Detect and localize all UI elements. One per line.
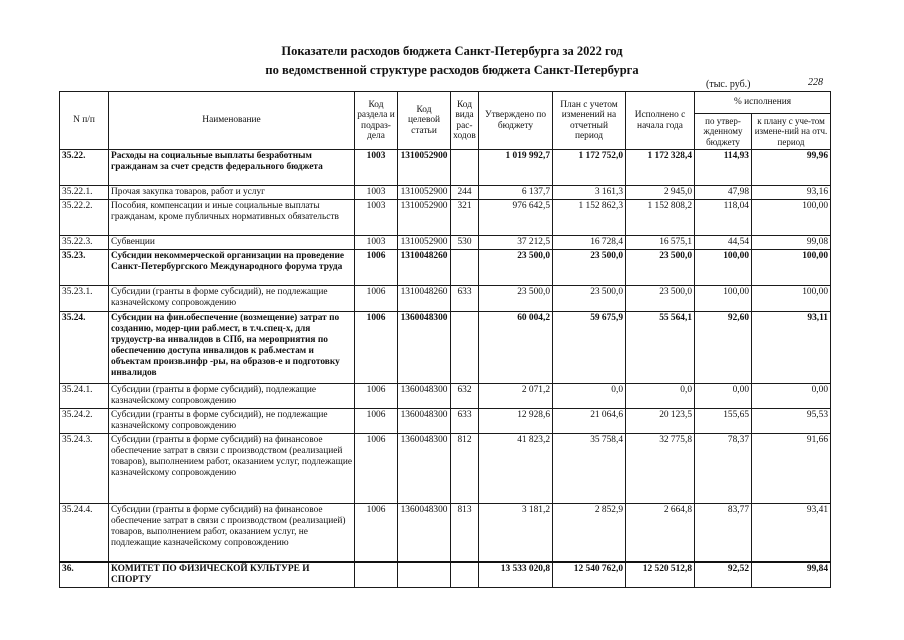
budget-table (59, 91, 831, 588)
row-target-code-cell: 1310052900 (398, 200, 451, 236)
row-executed-cell: 2 945,0 (626, 186, 695, 200)
row-pct-approved-cell: 114,93 (695, 150, 752, 186)
row-approved-cell: 6 137,7 (479, 186, 553, 200)
table-row (60, 236, 831, 250)
table-row (60, 562, 831, 588)
row-approved-cell: 1 019 992,7 (479, 150, 553, 186)
row-executed-cell: 23 500,0 (626, 286, 695, 312)
row-name-cell: Пособия, компенсации и иные социальные выплаты гражданам, кроме публичных нормативных обязательств (109, 200, 355, 236)
table-row (60, 434, 831, 504)
row-pct-approved-cell: 100,00 (695, 286, 752, 312)
row-num-cell: 35.24.2. (60, 409, 109, 434)
row-type-code-cell: 321 (451, 200, 479, 236)
row-pct-plan-cell: 95,53 (752, 409, 831, 434)
row-target-code-cell (398, 562, 451, 588)
header-target-code: Код целевой статьи (398, 92, 451, 150)
row-plan-cell: 23 500,0 (553, 250, 626, 286)
row-pct-approved-cell: 100,00 (695, 250, 752, 286)
header-type-code: Код вида рас-ходов (451, 92, 479, 150)
budget-table-body (60, 150, 831, 588)
row-num-cell: 35.24.1. (60, 384, 109, 409)
row-plan-cell: 35 758,4 (553, 434, 626, 504)
row-executed-cell: 1 172 328,4 (626, 150, 695, 186)
row-pct-approved-cell: 47,98 (695, 186, 752, 200)
row-pct-plan-cell: 100,00 (752, 200, 831, 236)
row-approved-cell: 23 500,0 (479, 250, 553, 286)
row-target-code-cell: 1310052900 (398, 150, 451, 186)
row-approved-cell: 12 928,6 (479, 409, 553, 434)
row-plan-cell: 21 064,6 (553, 409, 626, 434)
unit-label: (тыс. руб.) (706, 79, 751, 90)
report-title-line2: по ведомственной структуре расходов бюджета Санкт-Петербурга (265, 63, 639, 77)
row-pct-approved-cell: 83,77 (695, 504, 752, 562)
row-num-cell: 35.22.1. (60, 186, 109, 200)
row-type-code-cell: 813 (451, 504, 479, 562)
row-plan-cell: 0,0 (553, 384, 626, 409)
row-type-code-cell: 244 (451, 186, 479, 200)
row-type-code-cell: 633 (451, 286, 479, 312)
row-section-code-cell: 1006 (355, 504, 398, 562)
row-name-cell: Субсидии (гранты в форме субсидий), не подлежащие казначейскому сопровождению (109, 286, 355, 312)
row-pct-plan-cell: 93,11 (752, 312, 831, 384)
header-pct-approved: по утвер-жденному бюджету (695, 114, 752, 150)
row-pct-approved-cell: 78,37 (695, 434, 752, 504)
row-num-cell: 35.23. (60, 250, 109, 286)
header-section-code: Код раздела и подраз-дела (355, 92, 398, 150)
row-target-code-cell: 1310048260 (398, 286, 451, 312)
row-pct-plan-cell: 99,84 (752, 562, 831, 588)
row-target-code-cell: 1310048260 (398, 250, 451, 286)
row-executed-cell: 12 520 512,8 (626, 562, 695, 588)
row-section-code-cell (355, 562, 398, 588)
row-executed-cell: 2 664,8 (626, 504, 695, 562)
row-approved-cell: 60 004,2 (479, 312, 553, 384)
header-num: N п/п (60, 92, 109, 150)
row-plan-cell: 59 675,9 (553, 312, 626, 384)
row-executed-cell: 1 152 808,2 (626, 200, 695, 236)
table-row (60, 504, 831, 562)
row-name-cell: КОМИТЕТ ПО ФИЗИЧЕСКОЙ КУЛЬТУРЕ И СПОРТУ (109, 562, 355, 588)
row-section-code-cell: 1003 (355, 236, 398, 250)
row-plan-cell: 12 540 762,0 (553, 562, 626, 588)
row-pct-plan-cell: 91,66 (752, 434, 831, 504)
header-executed: Исполнено с начала года (626, 92, 695, 150)
row-pct-plan-cell: 100,00 (752, 286, 831, 312)
row-pct-plan-cell: 0,00 (752, 384, 831, 409)
row-target-code-cell: 1360048300 (398, 384, 451, 409)
row-pct-plan-cell: 99,08 (752, 236, 831, 250)
row-pct-approved-cell: 92,52 (695, 562, 752, 588)
row-target-code-cell: 1360048300 (398, 434, 451, 504)
row-pct-plan-cell: 93,41 (752, 504, 831, 562)
table-row (60, 384, 831, 409)
row-pct-plan-cell: 99,96 (752, 150, 831, 186)
row-plan-cell: 1 152 862,3 (553, 200, 626, 236)
header-pct-plan: к плану с уче-том измене-ний на отч. период (752, 114, 831, 150)
header-name: Наименование (109, 92, 355, 150)
row-num-cell: 36. (60, 562, 109, 588)
table-row (60, 312, 831, 384)
row-executed-cell: 32 775,8 (626, 434, 695, 504)
row-type-code-cell (451, 312, 479, 384)
row-section-code-cell: 1006 (355, 409, 398, 434)
row-name-cell: Субсидии на фин.обеспечение (возмещение) затрат по созданию, модер-ции раб.мест, в т.ч.спец-х, для трудоустр-ва инвалидов в СПб, на мероприятия по обеспечению доступа инвалидов к раб.местам и объектам произв.инфр -ры, на образов-е и подготовку инвалидов (109, 312, 355, 384)
row-section-code-cell: 1006 (355, 384, 398, 409)
row-target-code-cell: 1310052900 (398, 236, 451, 250)
row-name-cell: Субсидии (гранты в форме субсидий) на финансовое обеспечение затрат в связи с производством (реализацией) товаров, выполнением работ, оказанием услуг, не подлежащие казначейскому сопровождению (109, 504, 355, 562)
row-type-code-cell: 633 (451, 409, 479, 434)
row-num-cell: 35.24.4. (60, 504, 109, 562)
row-executed-cell: 0,0 (626, 384, 695, 409)
row-section-code-cell: 1003 (355, 200, 398, 236)
row-type-code-cell (451, 250, 479, 286)
row-plan-cell: 23 500,0 (553, 286, 626, 312)
row-executed-cell: 55 564,1 (626, 312, 695, 384)
row-name-cell: Субвенции (109, 236, 355, 250)
row-num-cell: 35.23.1. (60, 286, 109, 312)
row-executed-cell: 20 123,5 (626, 409, 695, 434)
row-type-code-cell: 812 (451, 434, 479, 504)
row-type-code-cell: 530 (451, 236, 479, 250)
row-plan-cell: 1 172 752,0 (553, 150, 626, 186)
row-approved-cell: 23 500,0 (479, 286, 553, 312)
row-approved-cell: 3 181,2 (479, 504, 553, 562)
row-section-code-cell: 1003 (355, 150, 398, 186)
table-row (60, 186, 831, 200)
header-plan: План с учетом изменений на отчетный период (553, 92, 626, 150)
page-number: 228 (808, 77, 823, 88)
row-pct-approved-cell: 155,65 (695, 409, 752, 434)
row-pct-approved-cell: 44,54 (695, 236, 752, 250)
table-row (60, 250, 831, 286)
row-section-code-cell: 1003 (355, 186, 398, 200)
row-approved-cell: 41 823,2 (479, 434, 553, 504)
row-executed-cell: 23 500,0 (626, 250, 695, 286)
row-name-cell: Прочая закупка товаров, работ и услуг (109, 186, 355, 200)
row-num-cell: 35.24. (60, 312, 109, 384)
row-name-cell: Субсидии некоммерческой организации на проведение Санкт-Петербургского Международного форума труда (109, 250, 355, 286)
row-name-cell: Субсидии (гранты в форме субсидий) на финансовое обеспечение затрат в связи с производством (реализацией товаров), выполнением работ, оказанием услуг, подлежащие казначейскому сопровождению (109, 434, 355, 504)
row-pct-approved-cell: 0,00 (695, 384, 752, 409)
row-pct-plan-cell: 93,16 (752, 186, 831, 200)
row-name-cell: Субсидии (гранты в форме субсидий), подлежащие казначейскому сопровождению (109, 384, 355, 409)
row-target-code-cell: 1360048300 (398, 504, 451, 562)
row-type-code-cell: 632 (451, 384, 479, 409)
row-pct-approved-cell: 118,04 (695, 200, 752, 236)
row-num-cell: 35.22.2. (60, 200, 109, 236)
row-pct-approved-cell: 92,60 (695, 312, 752, 384)
row-name-cell: Субсидии (гранты в форме субсидий), не подлежащие казначейскому сопровождению (109, 409, 355, 434)
table-row (60, 409, 831, 434)
row-plan-cell: 2 852,9 (553, 504, 626, 562)
row-type-code-cell (451, 562, 479, 588)
row-num-cell: 35.24.3. (60, 434, 109, 504)
row-num-cell: 35.22.3. (60, 236, 109, 250)
row-plan-cell: 16 728,4 (553, 236, 626, 250)
report-title-line1: Показатели расходов бюджета Санкт-Петербурга за 2022 год (281, 44, 623, 58)
row-name-cell: Расходы на социальные выплаты безработным гражданам за счет средств федерального бюджета (109, 150, 355, 186)
row-executed-cell: 16 575,1 (626, 236, 695, 250)
header-approved: Утверждено по бюджету (479, 92, 553, 150)
row-approved-cell: 2 071,2 (479, 384, 553, 409)
row-section-code-cell: 1006 (355, 312, 398, 384)
row-section-code-cell: 1006 (355, 286, 398, 312)
row-approved-cell: 37 212,5 (479, 236, 553, 250)
row-target-code-cell: 1310052900 (398, 186, 451, 200)
row-type-code-cell (451, 150, 479, 186)
row-target-code-cell: 1360048300 (398, 312, 451, 384)
row-approved-cell: 13 533 020,8 (479, 562, 553, 588)
row-pct-plan-cell: 100,00 (752, 250, 831, 286)
header-percent-group: % исполнения (695, 92, 831, 114)
row-plan-cell: 3 161,3 (553, 186, 626, 200)
table-row (60, 200, 831, 236)
row-num-cell: 35.22. (60, 150, 109, 186)
table-row (60, 150, 831, 186)
table-row (60, 286, 831, 312)
row-section-code-cell: 1006 (355, 434, 398, 504)
row-approved-cell: 976 642,5 (479, 200, 553, 236)
row-section-code-cell: 1006 (355, 250, 398, 286)
row-target-code-cell: 1360048300 (398, 409, 451, 434)
